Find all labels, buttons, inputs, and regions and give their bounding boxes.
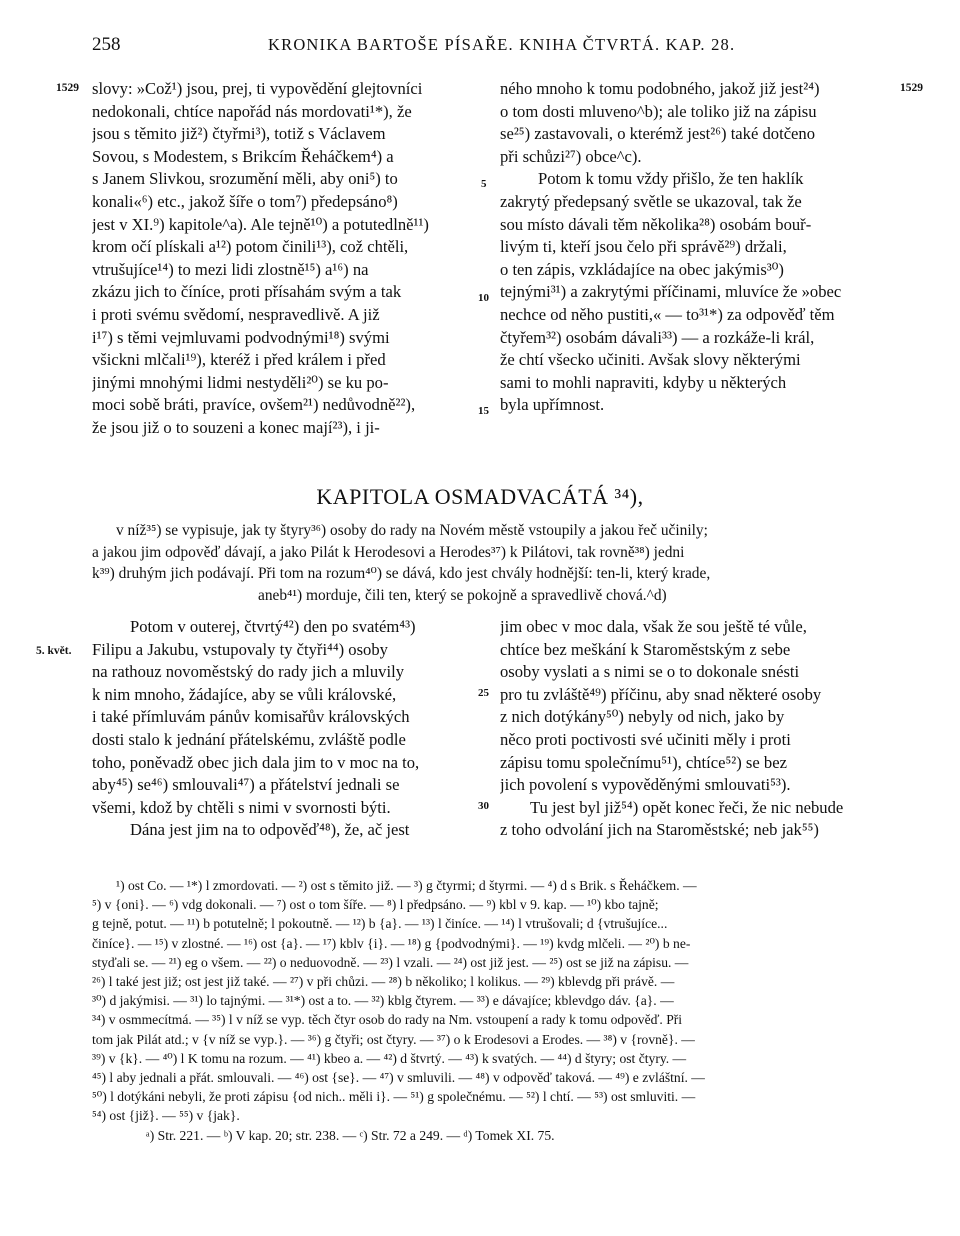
footnote-line: ⁵) v {oni}. — ⁶) vdg dokonali. — ⁷) ost o tom šíře. — ⁸) l předpsáno. — ⁹) kbl v 9. kap. — ¹⁰) kbo tajně;: [92, 897, 659, 913]
line-number-30: 30: [478, 800, 489, 812]
summary-line: k³⁹) druhým jich podávají. Při tom na rozum⁴⁰) se dává, kdo jest chvály hodnější: ten-li, který krade,: [92, 565, 711, 582]
footnote-line: ³⁹) v {k}. — ⁴⁰) l K tomu na rozum. — ⁴¹) kbeo a. — ⁴²) d štvrtý. — ⁴³) k svatých. — ⁴⁴) d štyry; ost čtyry. —: [92, 1050, 687, 1066]
text-line: při schůzi²⁷) obce^c).: [500, 146, 642, 166]
text-line: všickni mlčali¹⁹), kteréž i před králem i před: [92, 350, 386, 370]
reference-note: ᵃ) Str. 221. — ᵇ) V kap. 20; str. 238. — ᶜ) Str. 72 a 249. — ᵈ) Tomek XI. 75.: [146, 1127, 555, 1143]
text-line: osoby vyslati a s nimi se o to dokonale snésti: [500, 662, 800, 682]
footnote-line: ⁵⁰) l dotýkáni nebyli, že proti zápisu {od nich.. měli i}. — ⁵¹) g společnému. — ⁵²) l chtí. — ⁵³) ost smluviti. —: [92, 1089, 696, 1105]
footnote-line: ³⁴) v osmmecítmá. — ³⁵) l v níž se vyp. těch čtyr osob do rady na Nm. vstoupení a rady k tomu odpověď. Při: [92, 1012, 683, 1028]
text-line: z toho odvolání jich na Staroměstské; neb jak⁵⁵): [500, 820, 819, 840]
chapter-summary: [92, 520, 882, 606]
footnote-line: ³⁰) d jakýmisi. — ³¹) lo tajnými. — ³¹*) ost a to. — ³²) kblg čtyrem. — ³³) e dávajíce; kblevdgo dáv. {a}. —: [92, 993, 674, 1009]
text-line: Filipu a Jakubu, vstupovaly ty čtyři⁴⁴) osoby: [92, 639, 388, 659]
text-line: čtyřem³²) osobám dávali³³) — a rozkáže-li král,: [500, 327, 815, 347]
text-line: pro tu zvláště⁴⁹) příčinu, aby snad některé osoby: [500, 684, 822, 704]
footnote-line: styďali se. — ²¹) eg o všem. — ²²) o neduovodně. — ²³) l vzali. — ²⁴) ost již jest. — ²⁵) ost se již na zápisu. —: [92, 954, 689, 970]
text-line: se²⁵) zastavovali, o kterémž jest²⁶) také dotčeno: [500, 124, 816, 144]
text-line: že jsou již o to souzeni a konec mají²³), i ji-: [92, 417, 380, 437]
text-line: Potom k tomu vždy přišlo, že ten haklík: [538, 169, 804, 189]
text-column-top-left: [92, 78, 474, 440]
text-line: zápisu tomu společnímu⁵¹), chtíce⁵²) se bez: [500, 752, 787, 772]
footnotes: [92, 876, 884, 1145]
text-line: o ten zápis, vzkládajíce na obec jakýmis³⁰): [500, 259, 784, 279]
footnote-line: ¹) ost Co. — ¹*) l zmordovati. — ²) ost s těmito již. — ³) g čtyrmi; d štyrmi. — ⁴) d s Brik. s Řeháčkem. —: [116, 878, 697, 893]
text-line: moci sobě bráti, pravíce, ovšem²¹) nedůvodně²²),: [92, 395, 416, 415]
margin-year-right: 1529: [900, 82, 923, 94]
text-line: ného mnoho k tomu podobného, jakož již jest²⁴): [500, 79, 820, 98]
footnote-line: činíce}. — ¹⁵) v zlostné. — ¹⁶) ost {a}. — ¹⁷) kblv {i}. — ¹⁸) g {podvodnými}. — ¹⁹) kvdg mlčeli. — ²⁰) b ne-: [92, 935, 691, 951]
text-line: jich povolení s vypověděnými smlouvati⁵³).: [500, 775, 791, 795]
footnote-line: g tejně, potut. — ¹¹) b potutelně; l pokoutně. — ¹²) b {a}. — ¹³) l činíce. — ¹⁴) l vtrušovali; d {vtrušujíce...: [92, 916, 668, 932]
text-line: Sovou, s Modestem, s Brikcím Řeháčkem⁴) a: [92, 146, 394, 166]
text-line: jest v XI.⁹) kapitole^a). Ale tejně¹⁰) a potutedlně¹¹): [92, 214, 429, 234]
summary-line: v níž³⁵) se vypisuje, jak ty štyry³⁶) osoby do rady na Novém městě vstoupily a jakou řeč učinily;: [116, 522, 708, 539]
text-line: jsou s těmito již²) čtyřmi³), totiž s Václavem: [92, 124, 386, 144]
line-number-5: 5: [481, 178, 487, 190]
margin-year-left: 1529: [56, 82, 79, 94]
footnote-line: ²⁶) l také jest již; ost jest již také. — ²⁷) v při chůzi. — ²⁸) b několiko; l kolikus. — ²⁹) kblevdg při právě. —: [92, 974, 675, 990]
text-line: livým ti, kteří jsou čelo při správě²⁹) držali,: [500, 237, 787, 257]
margin-date-note: 5. květ.: [36, 645, 72, 657]
footnote-line: tom jak Pilát atd.; v {v níž se vyp.}. — ³⁶) g čtyři; ost čtyry. — ³⁷) o k Erodesovi a Erodes. — ³⁸) v {rovně}. —: [92, 1031, 695, 1047]
text-line: o tom dosti mluveno^b); ale toliko již na zápisu: [500, 101, 817, 121]
text-line: všemi, kdož by chtěli s nimi v svornosti býti.: [92, 797, 391, 817]
text-line: zkázu jich to číníce, proti přísahám svým a tak: [92, 282, 402, 302]
footnote-line: ⁴⁵) l aby jednali a přát. smlouvali. — ⁴⁶) ost {se}. — ⁴⁷) v smluvili. — ⁴⁸) v odpověď taková. — ⁴⁹) e zvláštní. —: [92, 1070, 705, 1086]
running-title: KRONIKA BARTOŠE PÍSAŘE. KNIHA ČTVRTÁ. KAP. 28.: [268, 35, 736, 54]
text-line: chtíce bez meškání k Staroměstským z sebe: [500, 639, 791, 659]
line-number-10: 10: [478, 292, 489, 304]
text-line: Dána jest jim na to odpověď⁴⁸), že, ač jest: [130, 820, 410, 840]
text-line: sami to mohli napraviti, kdyby u některých: [500, 372, 787, 392]
text-line: byla upřímnost.: [500, 395, 605, 415]
line-number-25: 25: [478, 687, 489, 699]
text-line: něco proti poctivosti své učiniti měly i proti: [500, 729, 791, 749]
text-column-bottom-left: [92, 616, 474, 842]
text-line: že chtí všecko učiniti. Avšak slovy některými: [500, 350, 801, 370]
text-line: jim obec v moc dala, však že sou ještě té vůle,: [500, 617, 807, 636]
text-line: nechce od něho pustiti,« — to³¹*) za odpověď těm: [500, 304, 835, 324]
text-column-bottom-right: [500, 616, 892, 842]
text-line: na rathouz novoměstský do rady jich a mluvily: [92, 662, 404, 682]
text-line: aby⁴⁵) se⁴⁶) smlouvali⁴⁷) a přátelství jednali se: [92, 775, 400, 795]
text-line: vtrušujíce¹⁴) to mezi lidi zlostně¹⁵) a¹⁶) na: [92, 259, 369, 279]
text-line: krom očí plískali a¹²) potom činili¹³), což chtěli,: [92, 237, 409, 257]
text-line: nedokonali, chtíce napořád nás mordovati¹*), že: [92, 101, 412, 121]
footnote-line: ⁵⁴) ost {již}. — ⁵⁵) v {jak}.: [92, 1108, 240, 1124]
text-line: tejnými³¹) a zakrytými příčinami, mluvíce že »obec: [500, 282, 842, 302]
text-line: k nim mnoho, žádajíce, aby se vůli královské,: [92, 684, 397, 704]
text-line: toho, poněvadž obec jich dala jim to v moc na to,: [92, 752, 420, 772]
text-line: slovy: »Což¹) jsou, prej, ti vypovědění glejtovníci: [92, 79, 423, 98]
text-line: s Janem Slivkou, srozumění měli, aby oni⁵) to: [92, 169, 398, 189]
summary-line: aneb⁴¹) morduje, čili ten, který se pokojně a spravedlivě chová.^d): [258, 586, 667, 604]
page-header: [0, 34, 960, 58]
text-line: sou místo dávali těm několika²⁸) osobám bouř-: [500, 214, 812, 234]
text-line: i¹⁷) s těmi vejmluvami podvodnými¹⁸) svými: [92, 327, 390, 347]
text-line: dosti stalo k jednání přátelskému, zvláště podle: [92, 729, 406, 749]
summary-line: a jakou jim odpověď dávají, a jako Pilát k Herodesovi a Herodes³⁷) k Pilátovi, tak rovně³⁸) jedni: [92, 543, 685, 561]
text-line: i proti svému svědomí, nespravedlivě. A již: [92, 304, 380, 324]
line-number-15: 15: [478, 405, 489, 417]
text-line: jinými mnohými lidmi nestyděli²⁰) se ku po-: [92, 372, 389, 392]
text-line: zakrytý předepsaný světle se ukazoval, tak že: [500, 191, 802, 211]
text-line: z nich dotýkány⁵⁰) nebyly od nich, jako by: [500, 707, 785, 727]
text-line: i také přímluvám pánův komisařův královských: [92, 707, 410, 727]
text-line: Potom v outerej, čtvrtý⁴²) den po svatém⁴³): [130, 617, 416, 636]
text-line: Tu jest byl již⁵⁴) opět konec řeči, že nic nebude: [530, 797, 844, 817]
page-number: 258: [92, 34, 121, 55]
chapter-title: KAPITOLA OSMADVACÁTÁ ³⁴),: [316, 484, 644, 509]
text-line: konali«⁶) etc., jakož šíře o tom⁷) předepsáno⁸): [92, 191, 398, 211]
text-column-top-right: [500, 78, 892, 417]
